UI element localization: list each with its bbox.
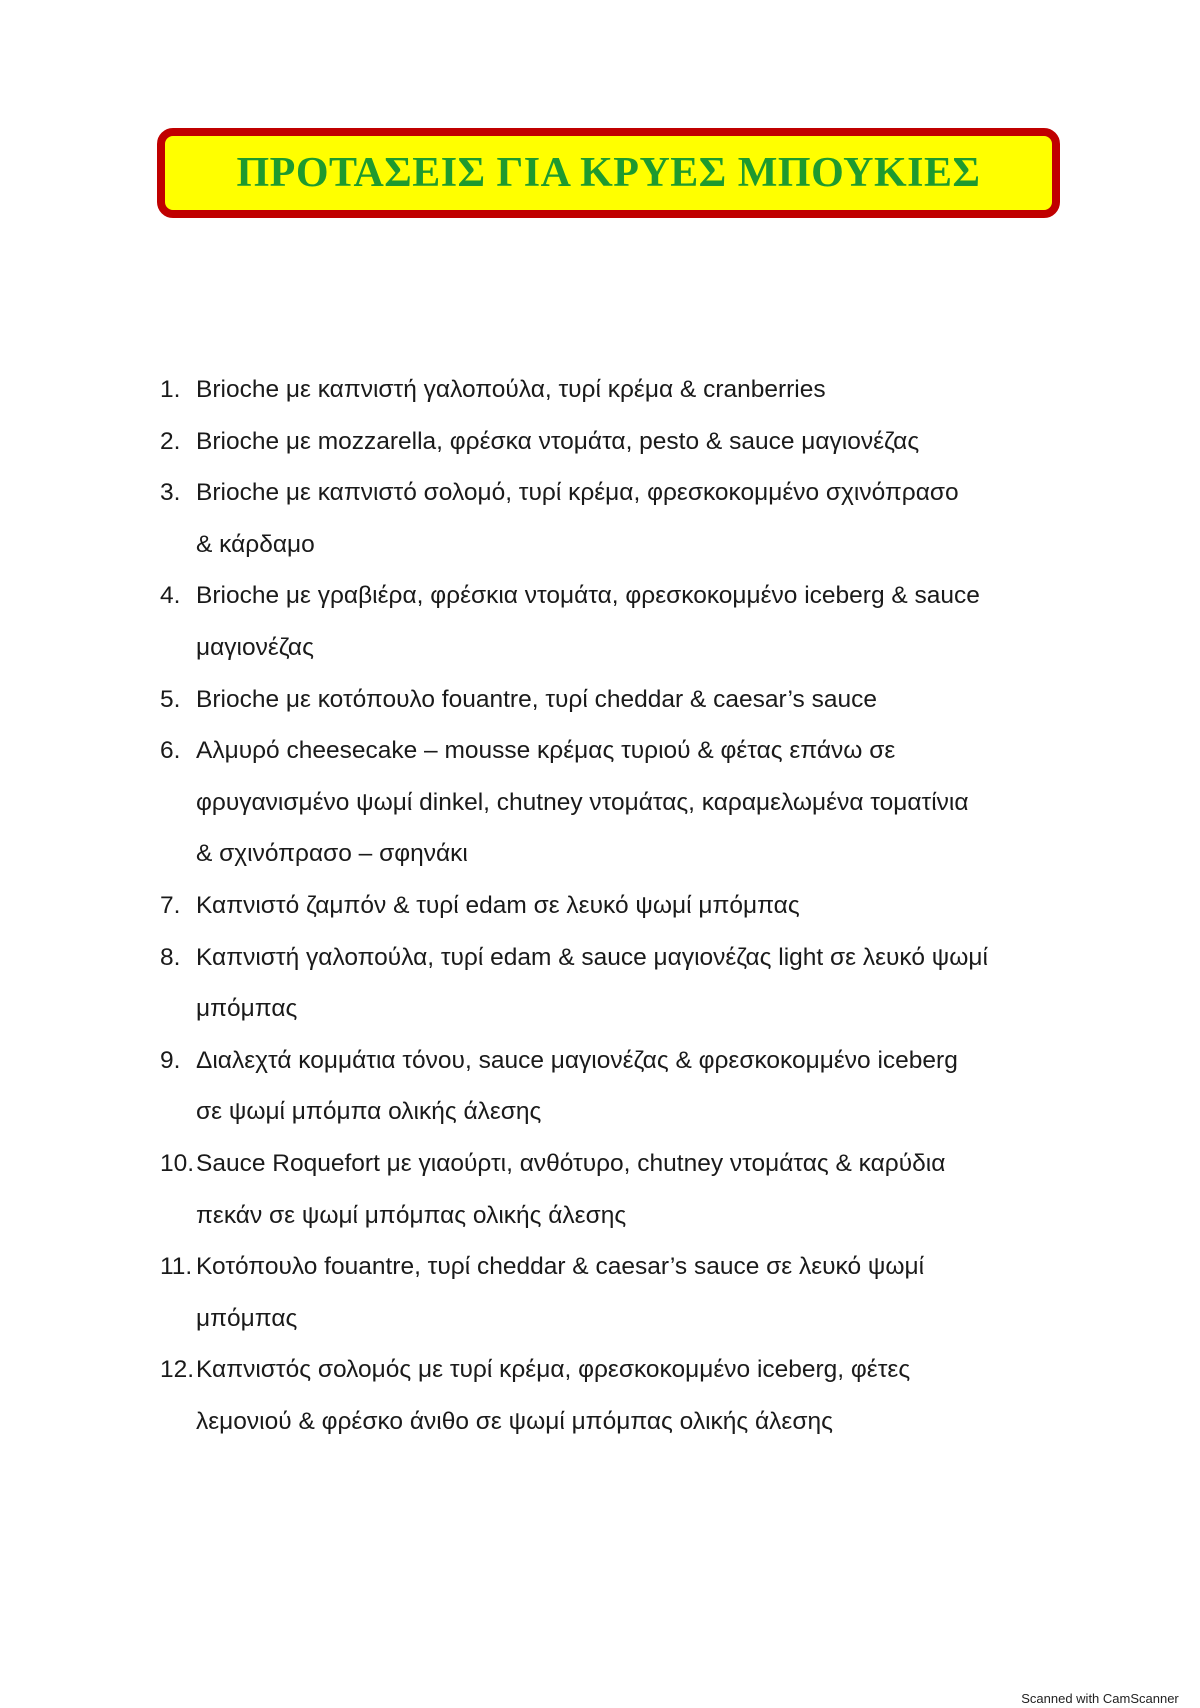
item-number: 9.: [160, 1046, 181, 1074]
item-line: Αλμυρό cheesecake – mousse κρέμας τυριού & φέτας επάνω σε: [196, 737, 896, 765]
item-text: [196, 1035, 1060, 1138]
item-text: [196, 364, 1060, 416]
list-item: [160, 570, 1060, 673]
item-line: σε ψωμί μπόμπα ολικής άλεσης: [196, 1098, 542, 1126]
item-text: [196, 1344, 1060, 1447]
list-item: [160, 1138, 1060, 1241]
item-number: 2.: [160, 427, 181, 455]
item-text: [196, 1138, 1060, 1241]
page-title: ΠΡΟΤΑΣΕΙΣ ΓΙΑ ΚΡΥΕΣ ΜΠΟΥΚΙΕΣ: [236, 150, 981, 196]
item-text: [196, 880, 1060, 932]
item-number: 3.: [160, 479, 181, 507]
list-item: [160, 1035, 1060, 1138]
item-line: πεκάν σε ψωμί μπόμπας ολικής άλεσης: [196, 1201, 627, 1229]
item-line: & κάρδαμο: [196, 530, 315, 558]
item-text: [196, 416, 1060, 468]
item-line: & σχινόπρασο – σφηνάκι: [196, 840, 468, 868]
item-number: 1.: [160, 376, 181, 403]
list-item: [160, 880, 1060, 932]
item-line: Κοτόπουλο fouantre, τυρί cheddar & caesar’s sauce σε λευκό ψωμί: [196, 1253, 925, 1281]
item-text: [196, 674, 1060, 726]
item-line: Καπνιστό ζαμπόν & τυρί edam σε λευκό ψωμί μπόμπας: [196, 891, 800, 919]
item-line: λεμονιού & φρέσκο άνιθο σε ψωμί μπόμπας ολικής άλεσης: [196, 1407, 833, 1435]
item-line: Brioche με καπνιστό σολομό, τυρί κρέμα, φρεσκοκομμένο σχινόπρασο: [196, 479, 959, 507]
item-line: Διαλεχτά κομμάτια τόνου, sauce μαγιονέζας & φρεσκοκομμένο iceberg: [196, 1046, 958, 1074]
title-banner: [157, 128, 1060, 218]
list-item: [160, 1344, 1060, 1447]
item-line: Brioche με καπνιστή γαλοπούλα, τυρί κρέμα & cranberries: [196, 376, 826, 403]
list-item: [160, 416, 1060, 468]
item-text: [196, 932, 1060, 1035]
item-line: μπόμπας: [196, 1304, 298, 1332]
item-line: Sauce Roquefort με γιαούρτι, ανθότυρο, chutney ντομάτας & καρύδια: [196, 1149, 946, 1177]
item-number: 7.: [160, 891, 181, 919]
item-text: [196, 467, 1060, 570]
item-number: 6.: [160, 737, 181, 765]
item-line: Καπνιστή γαλοπούλα, τυρί edam & sauce μαγιονέζας light σε λευκό ψωμί: [196, 943, 988, 971]
item-number: 5.: [160, 685, 181, 713]
sandwich-list: [160, 364, 1060, 1447]
scanner-watermark: Scanned with CamScanner: [1000, 1690, 1200, 1708]
item-number: 4.: [160, 582, 181, 610]
item-line: Καπνιστός σολομός με τυρί κρέμα, φρεσκοκομμένο iceberg, φέτες: [196, 1356, 911, 1384]
item-text: [196, 1241, 1060, 1344]
list-item: [160, 467, 1060, 570]
item-line: μαγιονέζας: [196, 633, 314, 661]
list-item: [160, 1241, 1060, 1344]
item-text: [196, 570, 1060, 673]
item-line: Brioche με mozzarella, φρέσκα ντομάτα, pesto & sauce μαγιονέζας: [196, 427, 920, 455]
item-line: Brioche με γραβιέρα, φρέσκια ντομάτα, φρεσκοκομμένο iceberg & sauce: [196, 582, 980, 610]
list-item: [160, 725, 1060, 880]
item-number: 10.: [160, 1149, 195, 1177]
item-line: μπόμπας: [196, 995, 298, 1023]
item-line: φρυγανισμένο ψωμί dinkel, chutney ντομάτας, καραμελωμένα τοματίνια: [196, 788, 969, 816]
item-number: 8.: [160, 943, 181, 971]
item-text: [196, 725, 1060, 880]
list-item: [160, 674, 1060, 726]
list-item: [160, 364, 1060, 416]
list-item: [160, 932, 1060, 1035]
item-line: Brioche με κοτόπουλο fouantre, τυρί cheddar & caesar’s sauce: [196, 685, 877, 713]
item-number: 11.: [160, 1253, 193, 1281]
item-number: 12.: [160, 1356, 195, 1384]
